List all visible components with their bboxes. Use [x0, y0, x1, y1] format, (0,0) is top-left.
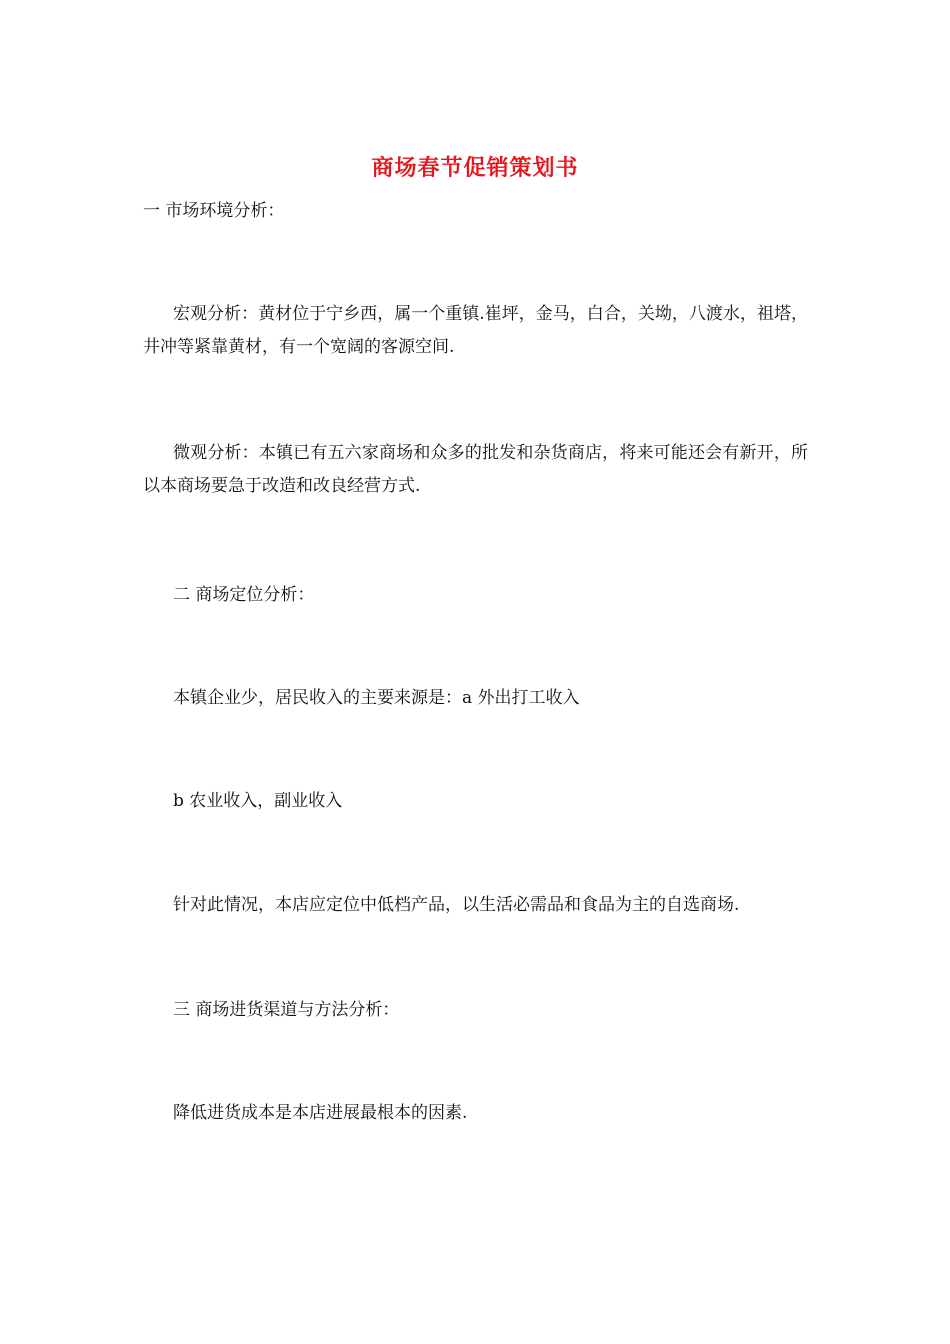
paragraph-micro-analysis: 微观分析：本镇已有五六家商场和众多的批发和杂货商店，将来可能还会有新开，所以本商场要急于改造和改良经营方式.	[143, 443, 808, 496]
paragraph-cost-reduction: 降低进货成本是本店进展最根本的因素.	[173, 1103, 468, 1123]
document-title: 商场春节促销策划书	[371, 155, 579, 181]
paragraph-income-source-a: 本镇企业少，居民收入的主要来源是：a 外出打工收入	[173, 688, 580, 708]
section-heading-purchasing-channels: 三 商场进货渠道与方法分析：	[173, 1000, 400, 1020]
paragraph-income-source-b: b 农业收入，副业收入	[173, 791, 343, 811]
section-heading-market-environment: 一 市场环境分析：	[143, 201, 285, 221]
paragraph-positioning: 针对此情况，本店应定位中低档产品，以生活必需品和食品为主的自选商场.	[173, 895, 740, 915]
paragraph-macro-analysis: 宏观分析：黄材位于宁乡西，属一个重镇.崔坪，金马，白合，关坳，八渡水，祖塔，井冲等紧靠黄材，有一个宽阔的客源空间.	[143, 304, 808, 357]
section-heading-positioning: 二 商场定位分析：	[173, 585, 315, 605]
